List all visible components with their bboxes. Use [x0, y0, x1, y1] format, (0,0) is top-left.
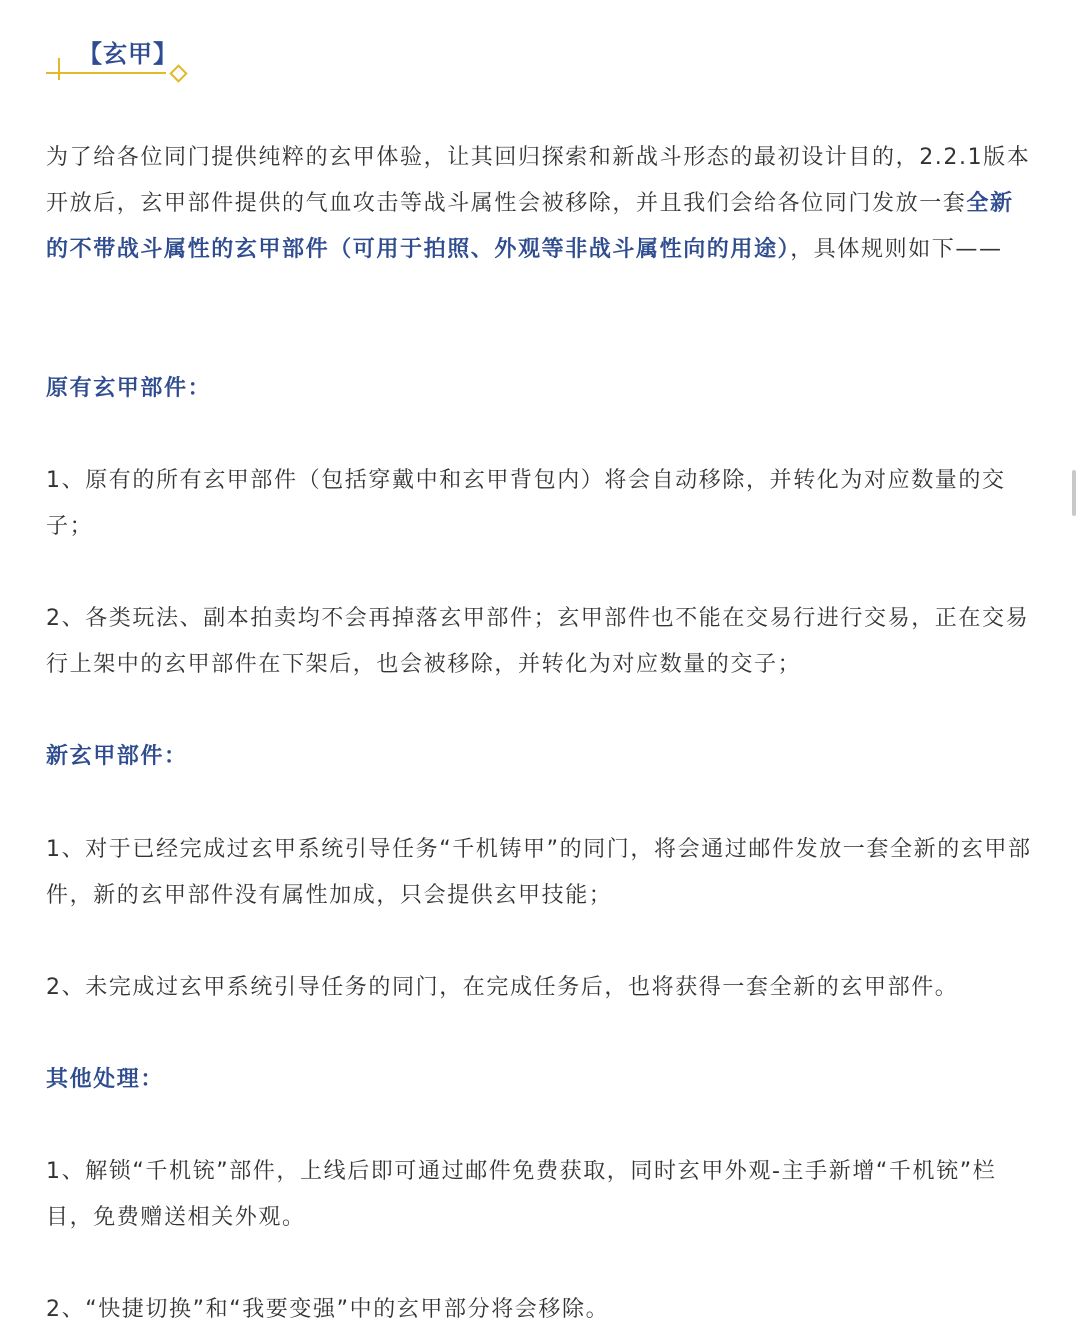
- list-item: 2、“快捷切换”和“我要变强”中的玄甲部分将会移除。: [46, 1297, 610, 1322]
- list-item: 1、解锁“千机铳”部件，上线后即可通过邮件免费获取，同时玄甲外观-主手新增“千机铳”栏目，免费赠送相关外观。: [46, 1159, 997, 1230]
- intro-highlight: 全新的不带战斗属性的玄甲部件（可用于拍照、外观等非战斗属性向的用途）: [46, 191, 1014, 262]
- section-header-badge: [46, 30, 196, 80]
- intro-paragraph: [46, 135, 1036, 273]
- scrollbar-thumb[interactable]: [1072, 470, 1076, 516]
- section-header-title: 【玄甲】: [78, 40, 178, 68]
- list-item: 1、对于已经完成过玄甲系统引导任务“千机铸甲”的同门，将会通过邮件发放一套全新的玄甲部件，新的玄甲部件没有属性加成，只会提供玄甲技能；: [46, 837, 1032, 908]
- list-item: 2、未完成过玄甲系统引导任务的同门，在完成任务后，也将获得一套全新的玄甲部件。: [46, 975, 959, 1000]
- list-item: 1、原有的所有玄甲部件（包括穿戴中和玄甲背包内）将会自动移除，并转化为对应数量的交子；: [46, 468, 1006, 539]
- intro-text-before: 为了给各位同门提供纯粹的玄甲体验，让其回归探索和新战斗形态的最初设计目的，2.2.1版本开放后，玄甲部件提供的气血攻击等战斗属性会被移除，并且我们会给各位同门发放一套: [46, 145, 1031, 216]
- header-tick-decoration: [58, 58, 60, 80]
- header-underline-decoration: [46, 72, 166, 74]
- list-item: 2、各类玩法、副本拍卖均不会再掉落玄甲部件；玄甲部件也不能在交易行进行交易，正在交易行上架中的玄甲部件在下架后，也会被移除，并转化为对应数量的交子；: [46, 606, 1030, 677]
- section-title-other: 其他处理：: [46, 1067, 165, 1092]
- section-title-new-parts: 新玄甲部件：: [46, 744, 188, 769]
- intro-text-after: ，具体规则如下——: [790, 237, 1003, 262]
- section-title-original-parts: 原有玄甲部件：: [46, 376, 212, 401]
